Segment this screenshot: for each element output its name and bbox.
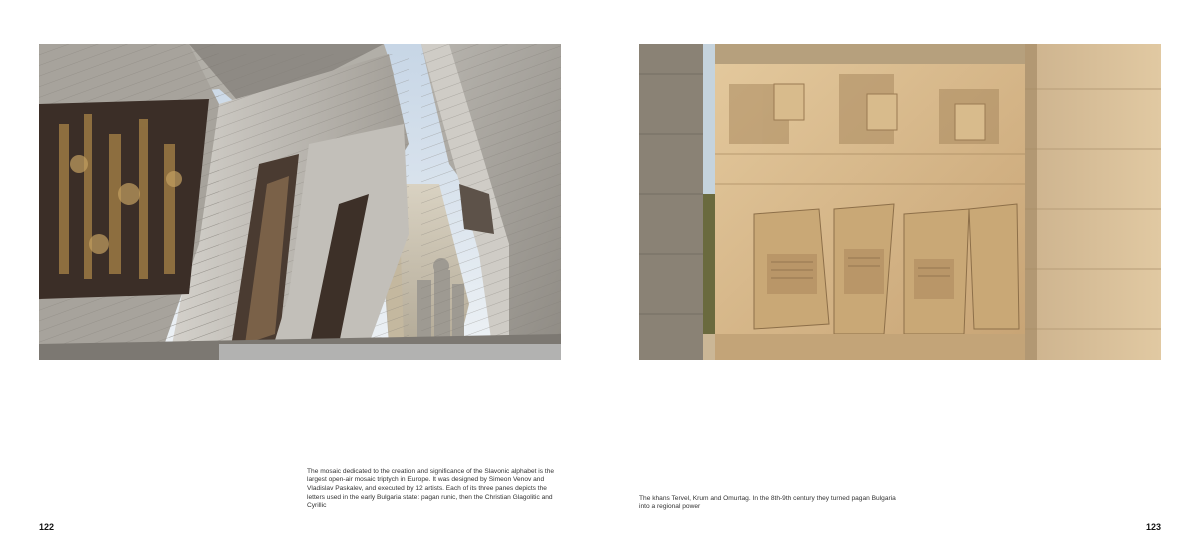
monument-mosaic-photo — [39, 44, 561, 360]
khans-relief-image — [639, 44, 1161, 360]
right-photo-caption: The khans Tervel, Krum and Omurtag. In the 8th-9th century they turned pagan Bulgaria into a regional power — [639, 494, 896, 511]
left-page-number: 122 — [39, 522, 55, 532]
left-photo-caption: The mosaic dedicated to the creation and significance of the Slavonic alphabet is the largest open-air mosaic triptych in Europe. It was designed by Simeon Venov and Vladislav Paskalev, and executed by 12 artists. Each of its three panes depicts the letters used in the early Bulgaria state: pagan runic, then the Christian Glagolitic and Cyrillic — [307, 467, 555, 510]
monument-mosaic-image — [39, 44, 561, 360]
khans-relief-photo — [639, 44, 1161, 360]
right-page-number: 123 — [1145, 522, 1161, 532]
